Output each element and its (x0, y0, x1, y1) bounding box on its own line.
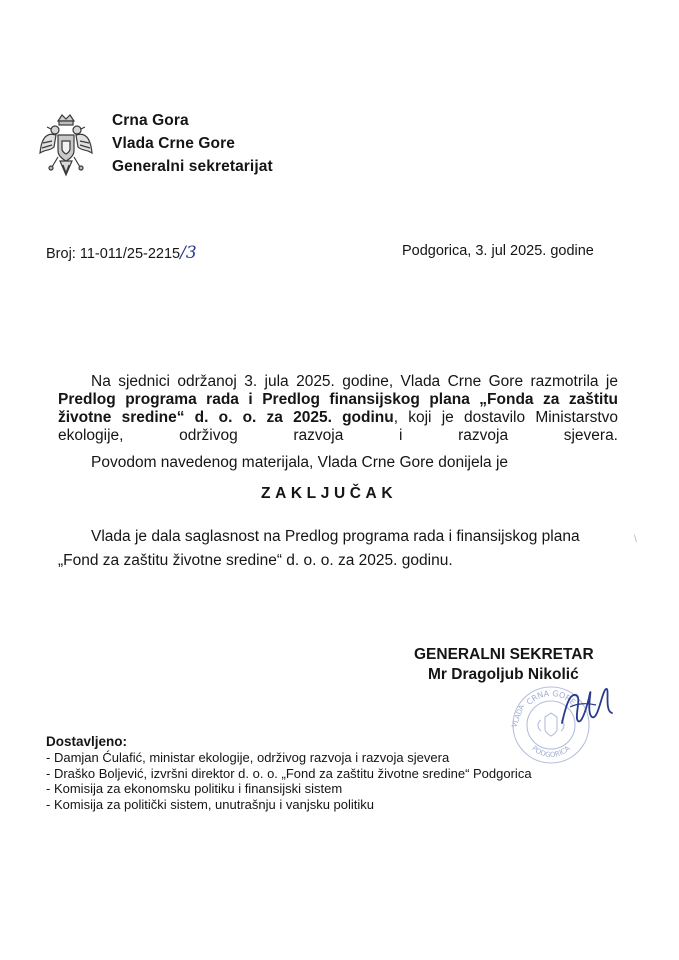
paragraph-session-outro: , koji je dostavilo Ministarstvo ekologije, održivog razvoja i razvoja sjevera. (58, 409, 618, 444)
montenegro-coat-of-arms-icon (38, 113, 94, 181)
distribution-list (46, 750, 532, 812)
signatory-name: Mr Dragoljub Nikolić (428, 666, 579, 683)
stamp-text-bottom: PODGORICA (530, 744, 572, 760)
header-government: Vlada Crne Gore (112, 135, 235, 152)
margin-mark: \ (634, 534, 637, 545)
svg-text:PODGORICA (530, 744, 571, 759)
paragraph-session-intro: Na sjednici održanoj 3. jula 2025. godine, Vlada Crne Gore razmotrila je (91, 373, 618, 390)
header-country: Crna Gora (112, 112, 189, 129)
reference-handwritten-suffix: /3 (180, 243, 197, 263)
place-date: Podgorica, 3. jul 2025. godine (402, 243, 594, 259)
stamp-text-top: CRNA GORE (524, 688, 578, 707)
list-item: - Komisija za politički sistem, unutrašnju i vanjsku politiku (46, 797, 532, 813)
decision-line-2: „Fond za zaštitu životne sredine“ d. o. o. za 2025. godinu. (58, 552, 453, 569)
stamp-text-mid: VLADA (510, 703, 526, 729)
reference-number-label: Broj: (46, 246, 76, 262)
paragraph-decision-intro: Povodom navedenog materijala, Vlada Crne Gore donijela je (91, 454, 509, 471)
header-secretariat: Generalni sekretarijat (112, 158, 273, 175)
decision-line-1: Vlada je dala saglasnost na Predlog programa rada i finansijskog plana (91, 528, 580, 545)
decision-title: ZAKLJUČAK (261, 485, 398, 502)
list-item: - Draško Boljević, izvršni direktor d. o. o. „Fond za zaštitu životne sredine“ Podgorica (46, 766, 532, 782)
paragraph-session-subject: Predlog programa rada i Predlog finansijskog plana „Fonda za zaštitu životne sredine“ d. o. o. za 2025. godinu (58, 391, 618, 426)
reference-number-value: 11-011/25-2215 (79, 246, 181, 262)
reference-number (46, 243, 197, 263)
paragraph-session (58, 373, 618, 445)
distribution-title: Dostavljeno: (46, 734, 128, 749)
list-item: - Damjan Ćulafić, ministar ekologije, održivog razvoja i razvoja sjevera (46, 750, 532, 766)
signatory-title: GENERALNI SEKRETAR (414, 646, 594, 663)
handwritten-signature (556, 683, 616, 731)
list-item: - Komisija za ekonomsku politiku i finansijski sistem (46, 781, 532, 797)
